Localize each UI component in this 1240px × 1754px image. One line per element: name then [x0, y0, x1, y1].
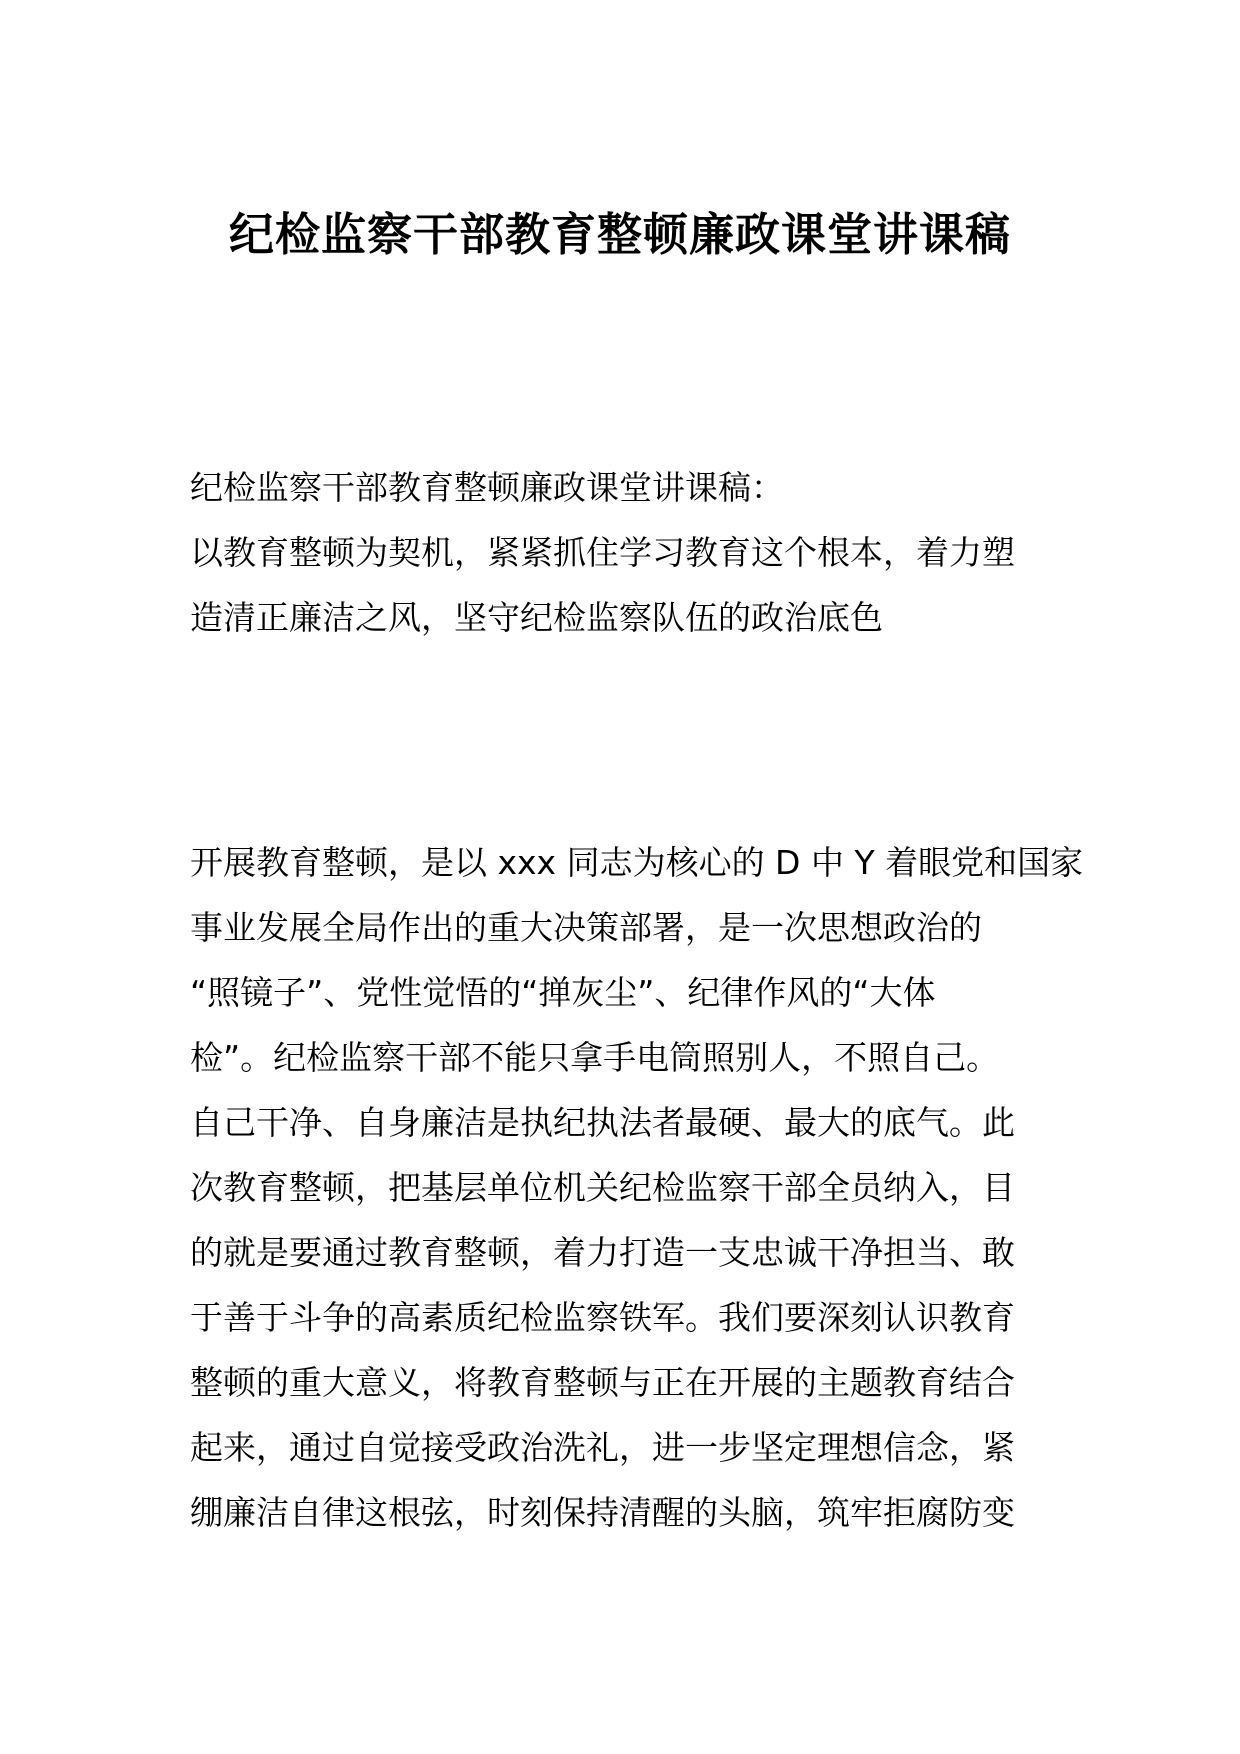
body-line: 绷廉洁自律这根弦，时刻保持清醒的头脑，筑牢拒腐防变: [190, 1493, 1015, 1532]
intro-line: 造清正廉洁之风，坚守纪检监察队伍的政治底色: [190, 598, 883, 637]
body-line: 事业发展全局作出的重大决策部署，是一次思想政治的: [190, 908, 982, 947]
body-line: 自己干净、自身廉洁是执纪执法者最硬、最大的底气。此: [190, 1103, 1015, 1142]
body-line: 的就是要通过教育整顿，着力打造一支忠诚干净担当、敢: [190, 1233, 1015, 1272]
body-line: 起来，通过自觉接受政治洗礼，进一步坚定理想信念，紧: [190, 1428, 1015, 1467]
body-line: 次教育整顿，把基层单位机关纪检监察干部全员纳入，目: [190, 1168, 1015, 1207]
intro-line: 纪检监察干部教育整顿廉政课堂讲课稿：: [190, 468, 784, 507]
body-line: “照镜子”、党性觉悟的“掸灰尘”、纪律作风的“大体: [190, 973, 936, 1012]
intro-block: [190, 455, 1060, 650]
document-title: 纪检监察干部教育整顿廉政课堂讲课稿: [228, 208, 1011, 261]
body-paragraph: [190, 830, 1084, 1545]
body-line: 于善于斗争的高素质纪检监察铁军。我们要深刻认识教育: [190, 1298, 1015, 1337]
body-line: 检”。纪检监察干部不能只拿手电筒照别人，不照自己。: [190, 1038, 1000, 1077]
body-line: 整顿的重大意义，将教育整顿与正在开展的主题教育结合: [190, 1363, 1015, 1402]
body-line: 开展教育整顿，是以 xxx 同志为核心的 D 中 Y 着眼党和国家: [190, 843, 1084, 882]
intro-line: 以教育整顿为契机，紧紧抓住学习教育这个根本，着力塑: [190, 533, 1015, 572]
